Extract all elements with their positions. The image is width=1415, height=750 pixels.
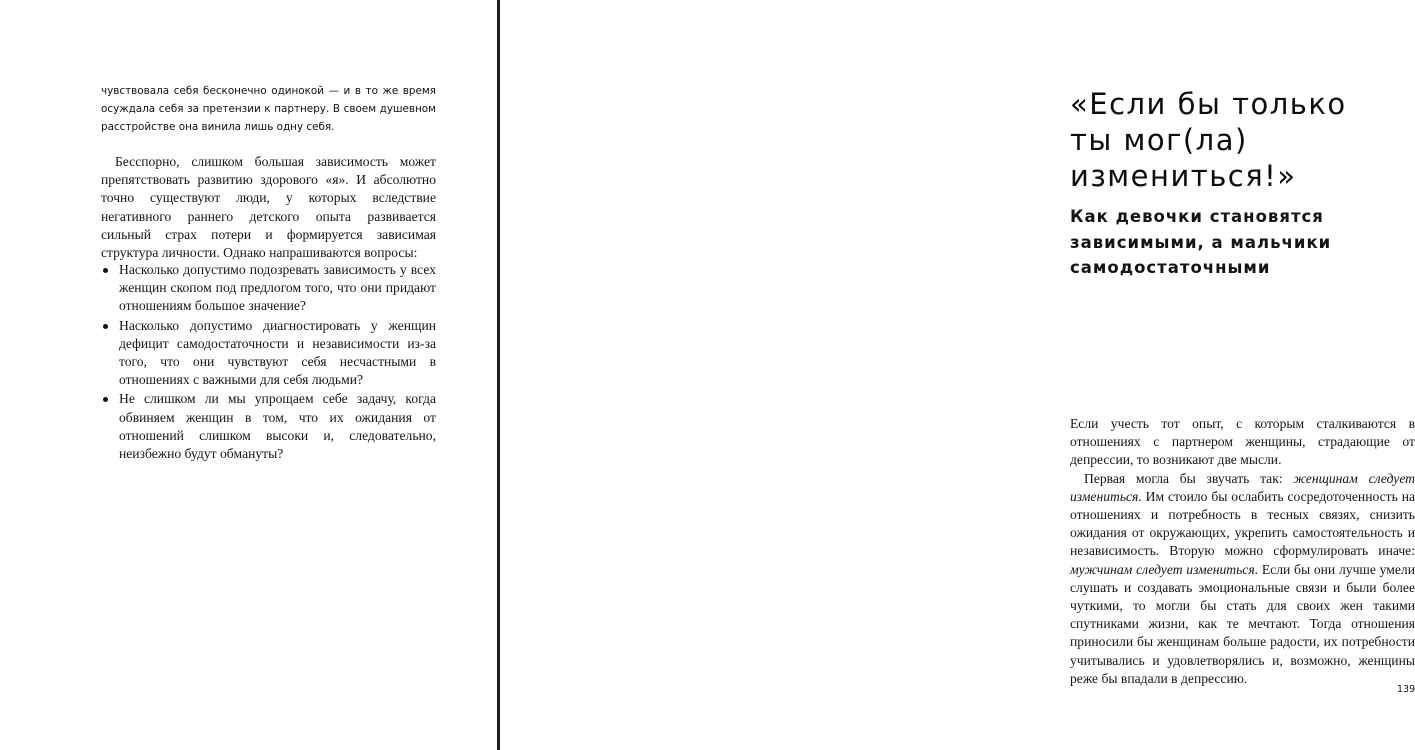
left-page [0, 0, 497, 750]
list-item: Не слишком ли мы упрощаем себе задачу, когда обвиняем женщин в том, что их ожидания от отношений слишком высоки и, следовательно, неизбежно будут обмануты? [101, 390, 436, 463]
body-paragraph: Бесспорно, слишком большая зависимость может препятствовать развитию здорового «я». И абсолютно точно существуют люди, у которых вследствие негативного раннего детского опыта развивается сильный страх потери и формируется зависимая структура личности. Однако напрашиваются вопросы: [101, 154, 436, 261]
list-item: Насколько допустимо подозревать зависимость у всех женщин скопом под предлогом того, что они придают отношениям большое значение? [101, 261, 436, 316]
right-page [500, 0, 1415, 750]
intro-excerpt [101, 82, 436, 136]
list-item: Насколько допустимо диагностировать у женщин дефицит самодостаточности и независимости из-за того, что они чувствуют себя несчастными в отношениях с важными для себя людьми? [101, 317, 436, 390]
intro-text: чувствовала себя бесконечно одинокой — и в то же время осуждала себя за претензии к партнеру. В своем душевном расстройстве она винила лишь одну себя. [101, 85, 436, 133]
emphasis-text: женщинам следует измениться [1070, 470, 1415, 504]
question-list [101, 261, 436, 464]
body-paragraph: Первая могла бы звучать так: женщинам следует измениться. Им стоило бы ослабить сосредоточенность на отношениях и потребность в тесных связях, снизить ожидания от окружающих, укрепить самостоятельность и независимость. Вторую можно сформулировать иначе: мужчинам следует измениться. Если бы они лучше умели слушать и создавать эмоциональные связи и были более чуткими, то могли бы стать для своих жен такими спутниками жизни, как те мечтают. Тогда отношения приносили бы женщинам больше радости, их потребности учитывались и удовлетворялись и, возможно, женщины реже бы впадали в депрессию. [1070, 470, 1415, 686]
chapter-subtitle: Как девочки становятся зависимыми, а мальчики самодостаточными [1070, 207, 1332, 277]
chapter-title: «Если бы только ты мог(ла) измениться!» [1070, 87, 1347, 193]
emphasis-text: мужчинам следует измениться [1070, 561, 1255, 577]
chapter-body [1070, 415, 1415, 688]
page-number: 139 [1397, 684, 1415, 695]
body-paragraph: Если учесть тот опыт, с которым сталкиваются в отношениях с партнером женщины, страдающие от депрессии, то возникают две мысли. [1070, 416, 1415, 468]
